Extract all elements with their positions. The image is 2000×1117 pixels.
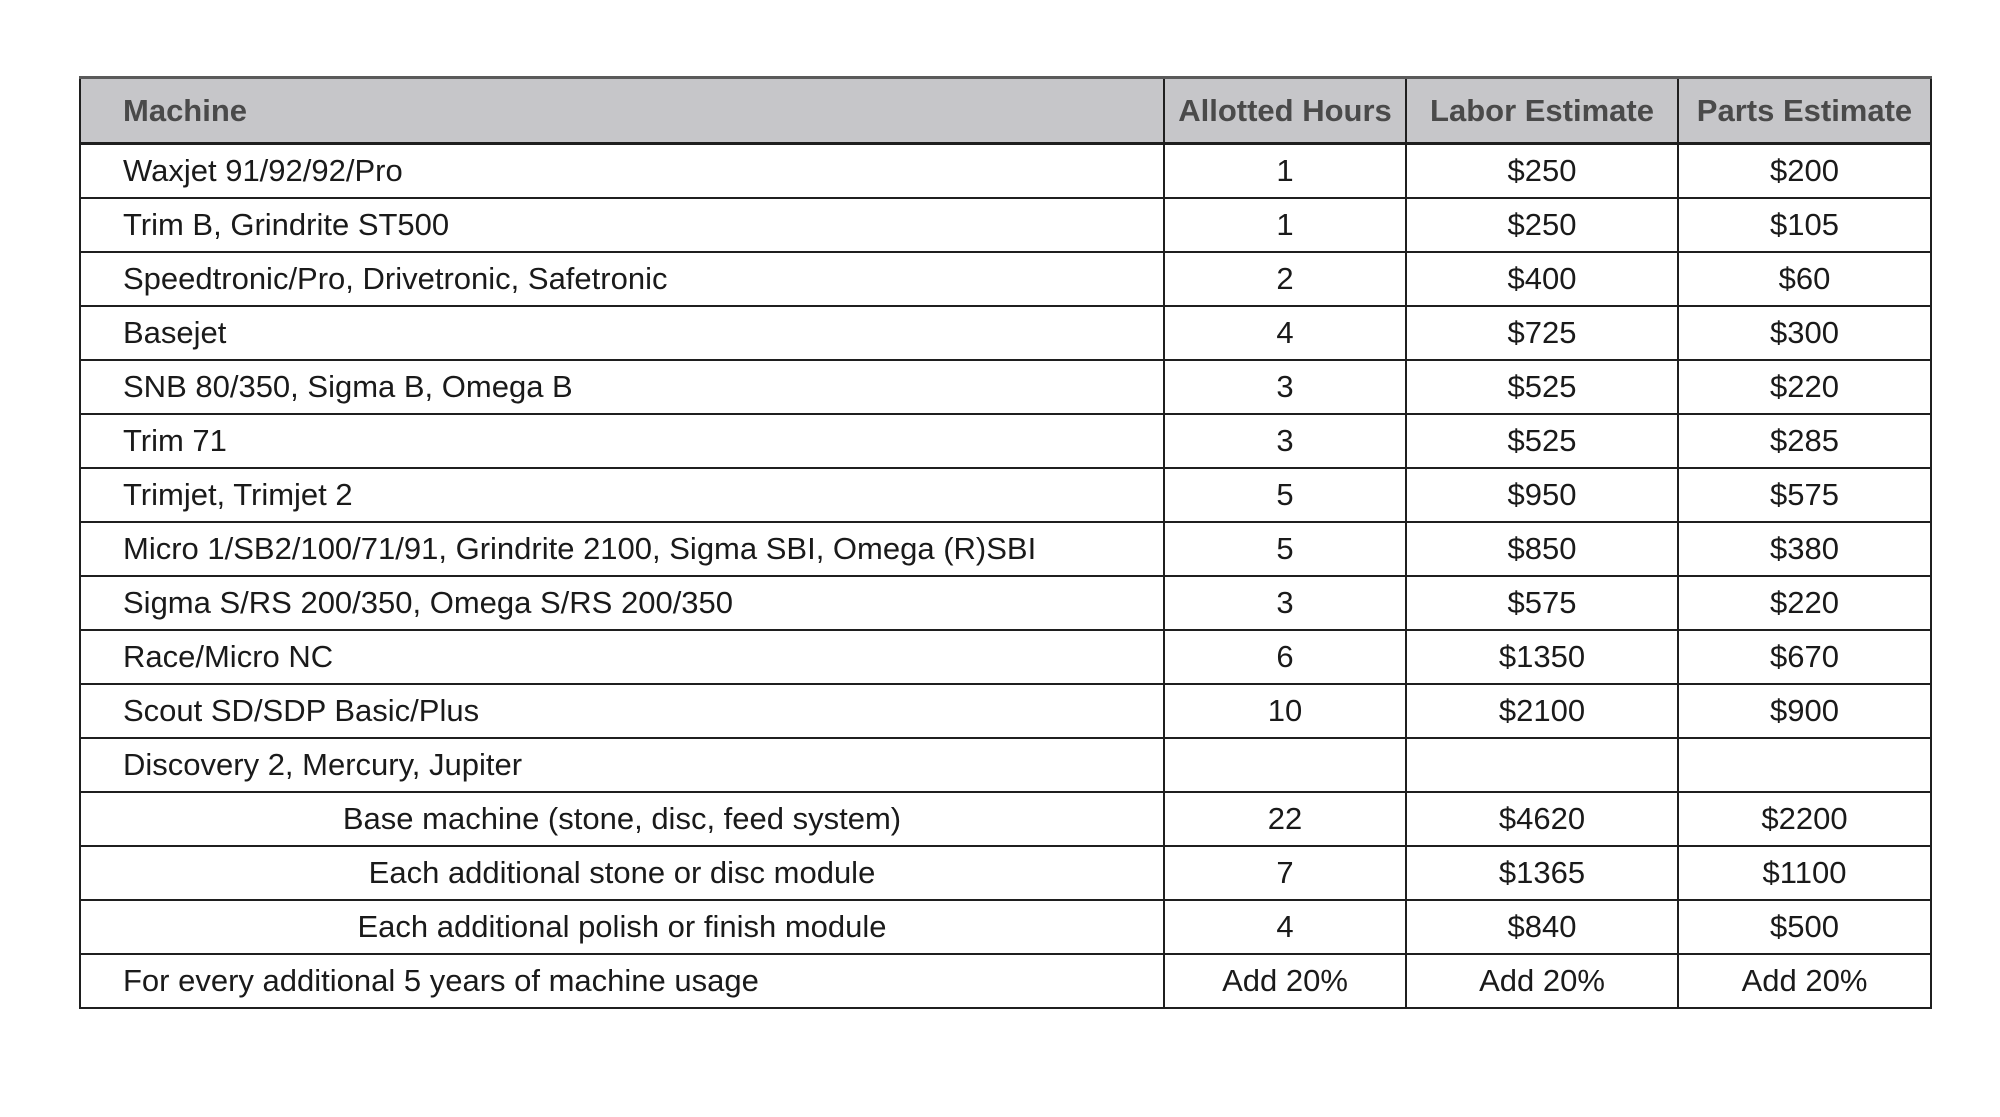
parts-cell: $2200 [1678,792,1931,846]
machine-subitem-cell: Each additional polish or finish module [80,900,1164,954]
table-header-row [80,78,1931,144]
parts-cell: $285 [1678,414,1931,468]
parts-cell: $575 [1678,468,1931,522]
parts-cell: $220 [1678,576,1931,630]
parts-cell: $500 [1678,900,1931,954]
hours-cell: 22 [1164,792,1406,846]
labor-cell: $575 [1406,576,1678,630]
machine-cell: Basejet [80,306,1164,360]
hours-cell: 3 [1164,576,1406,630]
parts-cell: $60 [1678,252,1931,306]
parts-cell: Add 20% [1678,954,1931,1008]
machine-cell: Micro 1/SB2/100/71/91, Grindrite 2100, Sigma SBI, Omega (R)SBI [80,522,1164,576]
machine-cell: SNB 80/350, Sigma B, Omega B [80,360,1164,414]
table-row [80,522,1931,576]
table-row [80,144,1931,199]
labor-cell: $725 [1406,306,1678,360]
machine-cell: Trim B, Grindrite ST500 [80,198,1164,252]
table-row [80,738,1931,792]
table-row [80,792,1931,846]
table-row [80,198,1931,252]
table-row [80,360,1931,414]
parts-cell: $300 [1678,306,1931,360]
table-row [80,954,1931,1008]
column-header-allotted-hours: Allotted Hours [1164,78,1406,144]
parts-cell: $380 [1678,522,1931,576]
hours-cell: 2 [1164,252,1406,306]
hours-cell: 7 [1164,846,1406,900]
machine-cell: Trimjet, Trimjet 2 [80,468,1164,522]
labor-cell: $4620 [1406,792,1678,846]
hours-cell: 1 [1164,198,1406,252]
hours-cell: 5 [1164,468,1406,522]
table-row [80,684,1931,738]
table-row [80,252,1931,306]
column-header-machine: Machine [80,78,1164,144]
hours-cell: 4 [1164,900,1406,954]
parts-cell: $1100 [1678,846,1931,900]
machine-cell: Discovery 2, Mercury, Jupiter [80,738,1164,792]
table-row [80,846,1931,900]
hours-cell [1164,738,1406,792]
machine-cell: Trim 71 [80,414,1164,468]
labor-cell: $1365 [1406,846,1678,900]
column-header-parts-estimate: Parts Estimate [1678,78,1931,144]
hours-cell: 10 [1164,684,1406,738]
hours-cell: 1 [1164,144,1406,199]
parts-cell [1678,738,1931,792]
table-row [80,468,1931,522]
hours-cell: Add 20% [1164,954,1406,1008]
machine-cell: Speedtronic/Pro, Drivetronic, Safetronic [80,252,1164,306]
labor-cell: $2100 [1406,684,1678,738]
machine-cell: Waxjet 91/92/92/Pro [80,144,1164,199]
machine-cell: For every additional 5 years of machine usage [80,954,1164,1008]
parts-cell: $220 [1678,360,1931,414]
labor-cell: $950 [1406,468,1678,522]
parts-cell: $670 [1678,630,1931,684]
table-row [80,576,1931,630]
table-row [80,900,1931,954]
table-row [80,306,1931,360]
hours-cell: 4 [1164,306,1406,360]
machine-cell: Scout SD/SDP Basic/Plus [80,684,1164,738]
parts-cell: $200 [1678,144,1931,199]
labor-cell: $1350 [1406,630,1678,684]
parts-cell: $105 [1678,198,1931,252]
labor-cell: $525 [1406,360,1678,414]
table-row [80,414,1931,468]
machine-subitem-cell: Base machine (stone, disc, feed system) [80,792,1164,846]
column-header-labor-estimate: Labor Estimate [1406,78,1678,144]
labor-cell: $525 [1406,414,1678,468]
labor-cell: $400 [1406,252,1678,306]
hours-cell: 5 [1164,522,1406,576]
labor-cell: Add 20% [1406,954,1678,1008]
parts-cell: $900 [1678,684,1931,738]
hours-cell: 6 [1164,630,1406,684]
machine-subitem-cell: Each additional stone or disc module [80,846,1164,900]
labor-cell: $250 [1406,198,1678,252]
labor-cell: $840 [1406,900,1678,954]
hours-cell: 3 [1164,414,1406,468]
labor-cell: $250 [1406,144,1678,199]
machine-cell: Race/Micro NC [80,630,1164,684]
hours-cell: 3 [1164,360,1406,414]
table-row [80,630,1931,684]
machine-cell: Sigma S/RS 200/350, Omega S/RS 200/350 [80,576,1164,630]
service-estimate-table [79,76,1932,1009]
labor-cell: $850 [1406,522,1678,576]
service-estimate-table-container [79,76,1930,1009]
labor-cell [1406,738,1678,792]
